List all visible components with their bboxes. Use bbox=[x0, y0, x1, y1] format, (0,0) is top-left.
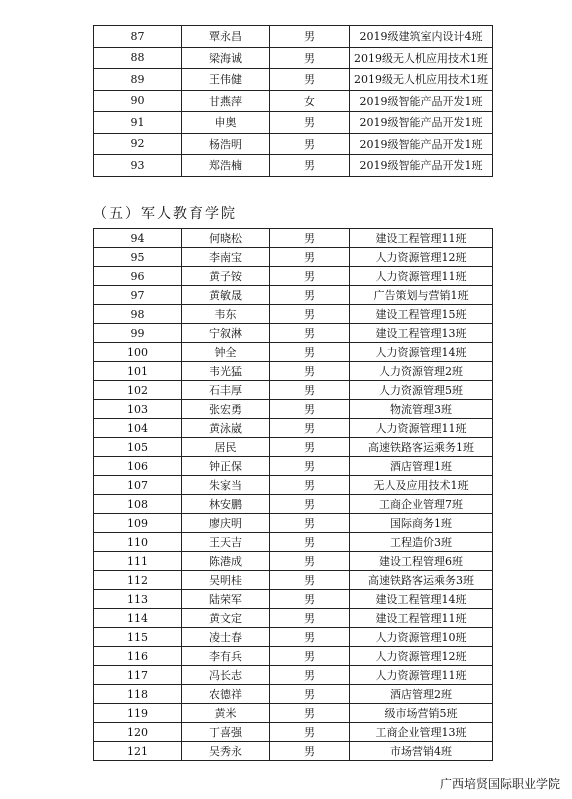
row-number-cell: 89 bbox=[94, 69, 182, 91]
class-cell: 人力资源管理11班 bbox=[350, 666, 493, 685]
class-cell: 2019级无人机应用技术1班 bbox=[350, 69, 493, 91]
footer-institution-name: 广西培贤国际职业学院 bbox=[439, 777, 560, 791]
class-cell: 工程造价3班 bbox=[350, 533, 493, 552]
class-cell: 市场营销4班 bbox=[350, 742, 493, 761]
student-name-cell: 冯长志 bbox=[182, 666, 270, 685]
gender-cell: 男 bbox=[270, 514, 350, 533]
row-number-cell: 112 bbox=[94, 571, 182, 590]
section-heading: （五）军人教育学院 bbox=[93, 206, 237, 222]
student-name-cell: 陆荣军 bbox=[182, 590, 270, 609]
class-cell: 建设工程管理13班 bbox=[350, 324, 493, 343]
gender-cell: 男 bbox=[270, 647, 350, 666]
student-name-cell: 黄敏晟 bbox=[182, 286, 270, 305]
student-name-cell: 申奥 bbox=[182, 112, 270, 134]
row-number-cell: 121 bbox=[94, 742, 182, 761]
class-cell: 人力资源管理2班 bbox=[350, 362, 493, 381]
row-number-cell: 114 bbox=[94, 609, 182, 628]
row-number-cell: 113 bbox=[94, 590, 182, 609]
table-row bbox=[94, 571, 493, 590]
gender-cell: 男 bbox=[270, 133, 350, 155]
student-name-cell: 钟全 bbox=[182, 343, 270, 362]
class-cell: 2019级智能产品开发1班 bbox=[350, 90, 493, 112]
table-row bbox=[94, 476, 493, 495]
gender-cell: 男 bbox=[270, 476, 350, 495]
gender-cell: 男 bbox=[270, 704, 350, 723]
student-name-cell: 吴秀永 bbox=[182, 742, 270, 761]
table-row bbox=[94, 419, 493, 438]
table-body bbox=[94, 26, 493, 177]
gender-cell: 男 bbox=[270, 305, 350, 324]
class-cell: 级市场营销5班 bbox=[350, 704, 493, 723]
table-row bbox=[94, 286, 493, 305]
class-cell: 建设工程管理6班 bbox=[350, 552, 493, 571]
table-row bbox=[94, 267, 493, 286]
student-name-cell: 甘燕萍 bbox=[182, 90, 270, 112]
row-number-cell: 103 bbox=[94, 400, 182, 419]
row-number-cell: 93 bbox=[94, 155, 182, 177]
gender-cell: 男 bbox=[270, 723, 350, 742]
table-row bbox=[94, 26, 493, 48]
table-row bbox=[94, 590, 493, 609]
table-row bbox=[94, 248, 493, 267]
table-row bbox=[94, 362, 493, 381]
gender-cell: 男 bbox=[270, 362, 350, 381]
table-body bbox=[94, 229, 493, 761]
row-number-cell: 99 bbox=[94, 324, 182, 343]
table-row bbox=[94, 457, 493, 476]
student-name-cell: 黄泳崴 bbox=[182, 419, 270, 438]
row-number-cell: 110 bbox=[94, 533, 182, 552]
table-row bbox=[94, 514, 493, 533]
gender-cell: 男 bbox=[270, 552, 350, 571]
table-row bbox=[94, 90, 493, 112]
student-name-cell: 覃永昌 bbox=[182, 26, 270, 48]
row-number-cell: 90 bbox=[94, 90, 182, 112]
student-name-cell: 梁海诚 bbox=[182, 47, 270, 69]
student-name-cell: 黄米 bbox=[182, 704, 270, 723]
row-number-cell: 98 bbox=[94, 305, 182, 324]
class-cell: 高速铁路客运乘务1班 bbox=[350, 438, 493, 457]
student-name-cell: 何晓松 bbox=[182, 229, 270, 248]
student-name-cell: 杨浩明 bbox=[182, 133, 270, 155]
gender-cell: 男 bbox=[270, 248, 350, 267]
table-row bbox=[94, 647, 493, 666]
row-number-cell: 116 bbox=[94, 647, 182, 666]
table-row bbox=[94, 112, 493, 134]
table-row bbox=[94, 69, 493, 91]
row-number-cell: 115 bbox=[94, 628, 182, 647]
class-cell: 人力资源管理12班 bbox=[350, 248, 493, 267]
gender-cell: 男 bbox=[270, 324, 350, 343]
class-cell: 建设工程管理15班 bbox=[350, 305, 493, 324]
class-cell: 人力资源管理12班 bbox=[350, 647, 493, 666]
table-row bbox=[94, 685, 493, 704]
class-cell: 建设工程管理11班 bbox=[350, 229, 493, 248]
student-name-cell: 韦东 bbox=[182, 305, 270, 324]
row-number-cell: 96 bbox=[94, 267, 182, 286]
class-cell: 人力资源管理11班 bbox=[350, 419, 493, 438]
gender-cell: 男 bbox=[270, 400, 350, 419]
gender-cell: 男 bbox=[270, 69, 350, 91]
row-number-cell: 95 bbox=[94, 248, 182, 267]
table-row bbox=[94, 742, 493, 761]
gender-cell: 男 bbox=[270, 112, 350, 134]
student-name-cell: 朱家当 bbox=[182, 476, 270, 495]
row-number-cell: 104 bbox=[94, 419, 182, 438]
table-row bbox=[94, 552, 493, 571]
table-row bbox=[94, 533, 493, 552]
row-number-cell: 97 bbox=[94, 286, 182, 305]
student-name-cell: 石丰厚 bbox=[182, 381, 270, 400]
gender-cell: 男 bbox=[270, 26, 350, 48]
gender-cell: 男 bbox=[270, 628, 350, 647]
class-cell: 酒店管理1班 bbox=[350, 457, 493, 476]
student-name-cell: 丁喜强 bbox=[182, 723, 270, 742]
student-name-cell: 林安鹏 bbox=[182, 495, 270, 514]
table-row bbox=[94, 229, 493, 248]
gender-cell: 男 bbox=[270, 590, 350, 609]
row-number-cell: 111 bbox=[94, 552, 182, 571]
student-name-cell: 黄文定 bbox=[182, 609, 270, 628]
row-number-cell: 88 bbox=[94, 47, 182, 69]
student-name-cell: 吴明桂 bbox=[182, 571, 270, 590]
class-cell: 人力资源管理10班 bbox=[350, 628, 493, 647]
student-name-cell: 居民 bbox=[182, 438, 270, 457]
row-number-cell: 100 bbox=[94, 343, 182, 362]
table-row bbox=[94, 628, 493, 647]
table-row bbox=[94, 155, 493, 177]
class-cell: 2019级智能产品开发1班 bbox=[350, 155, 493, 177]
table-row bbox=[94, 438, 493, 457]
class-cell: 无人及应用技术1班 bbox=[350, 476, 493, 495]
gender-cell: 男 bbox=[270, 343, 350, 362]
class-cell: 2019级建筑室内设计4班 bbox=[350, 26, 493, 48]
class-cell: 高速铁路客运乘务3班 bbox=[350, 571, 493, 590]
row-number-cell: 118 bbox=[94, 685, 182, 704]
student-name-cell: 农德祥 bbox=[182, 685, 270, 704]
student-name-cell: 王伟健 bbox=[182, 69, 270, 91]
student-name-cell: 钟正保 bbox=[182, 457, 270, 476]
gender-cell: 男 bbox=[270, 286, 350, 305]
row-number-cell: 119 bbox=[94, 704, 182, 723]
table-row bbox=[94, 495, 493, 514]
table-row bbox=[94, 666, 493, 685]
row-number-cell: 107 bbox=[94, 476, 182, 495]
gender-cell: 男 bbox=[270, 742, 350, 761]
student-name-cell: 宁叙淋 bbox=[182, 324, 270, 343]
row-number-cell: 109 bbox=[94, 514, 182, 533]
row-number-cell: 120 bbox=[94, 723, 182, 742]
row-number-cell: 106 bbox=[94, 457, 182, 476]
table-row bbox=[94, 305, 493, 324]
gender-cell: 男 bbox=[270, 666, 350, 685]
class-cell: 2019级智能产品开发1班 bbox=[350, 112, 493, 134]
gender-cell: 男 bbox=[270, 457, 350, 476]
class-cell: 工商企业管理13班 bbox=[350, 723, 493, 742]
class-cell: 国际商务1班 bbox=[350, 514, 493, 533]
row-number-cell: 101 bbox=[94, 362, 182, 381]
student-name-cell: 郑浩楠 bbox=[182, 155, 270, 177]
table-row bbox=[94, 704, 493, 723]
class-cell: 2019级智能产品开发1班 bbox=[350, 133, 493, 155]
class-cell: 人力资源管理11班 bbox=[350, 267, 493, 286]
gender-cell: 男 bbox=[270, 381, 350, 400]
class-cell: 人力资源管理14班 bbox=[350, 343, 493, 362]
row-number-cell: 102 bbox=[94, 381, 182, 400]
class-cell: 人力资源管理5班 bbox=[350, 381, 493, 400]
row-number-cell: 105 bbox=[94, 438, 182, 457]
table-row bbox=[94, 723, 493, 742]
gender-cell: 男 bbox=[270, 419, 350, 438]
student-table-military-college bbox=[93, 228, 493, 761]
student-name-cell: 李南宝 bbox=[182, 248, 270, 267]
row-number-cell: 87 bbox=[94, 26, 182, 48]
student-name-cell: 李有兵 bbox=[182, 647, 270, 666]
table-row bbox=[94, 381, 493, 400]
gender-cell: 男 bbox=[270, 155, 350, 177]
gender-cell: 男 bbox=[270, 685, 350, 704]
gender-cell: 男 bbox=[270, 609, 350, 628]
gender-cell: 女 bbox=[270, 90, 350, 112]
table-row bbox=[94, 324, 493, 343]
class-cell: 建设工程管理11班 bbox=[350, 609, 493, 628]
student-name-cell: 陈港成 bbox=[182, 552, 270, 571]
gender-cell: 男 bbox=[270, 267, 350, 286]
gender-cell: 男 bbox=[270, 533, 350, 552]
gender-cell: 男 bbox=[270, 47, 350, 69]
class-cell: 2019级无人机应用技术1班 bbox=[350, 47, 493, 69]
row-number-cell: 117 bbox=[94, 666, 182, 685]
row-number-cell: 108 bbox=[94, 495, 182, 514]
row-number-cell: 94 bbox=[94, 229, 182, 248]
table-row bbox=[94, 133, 493, 155]
table-row bbox=[94, 343, 493, 362]
class-cell: 物流管理3班 bbox=[350, 400, 493, 419]
gender-cell: 男 bbox=[270, 495, 350, 514]
gender-cell: 男 bbox=[270, 438, 350, 457]
student-table-continued bbox=[93, 25, 493, 177]
student-name-cell: 黄子铵 bbox=[182, 267, 270, 286]
class-cell: 建设工程管理14班 bbox=[350, 590, 493, 609]
table-row bbox=[94, 400, 493, 419]
gender-cell: 男 bbox=[270, 571, 350, 590]
table-row bbox=[94, 609, 493, 628]
student-name-cell: 张宏勇 bbox=[182, 400, 270, 419]
gender-cell: 男 bbox=[270, 229, 350, 248]
student-name-cell: 王天吉 bbox=[182, 533, 270, 552]
class-cell: 酒店管理2班 bbox=[350, 685, 493, 704]
row-number-cell: 91 bbox=[94, 112, 182, 134]
row-number-cell: 92 bbox=[94, 133, 182, 155]
student-name-cell: 廖庆明 bbox=[182, 514, 270, 533]
class-cell: 工商企业管理7班 bbox=[350, 495, 493, 514]
student-name-cell: 凌士春 bbox=[182, 628, 270, 647]
class-cell: 广告策划与营销1班 bbox=[350, 286, 493, 305]
student-name-cell: 韦光猛 bbox=[182, 362, 270, 381]
table-row bbox=[94, 47, 493, 69]
